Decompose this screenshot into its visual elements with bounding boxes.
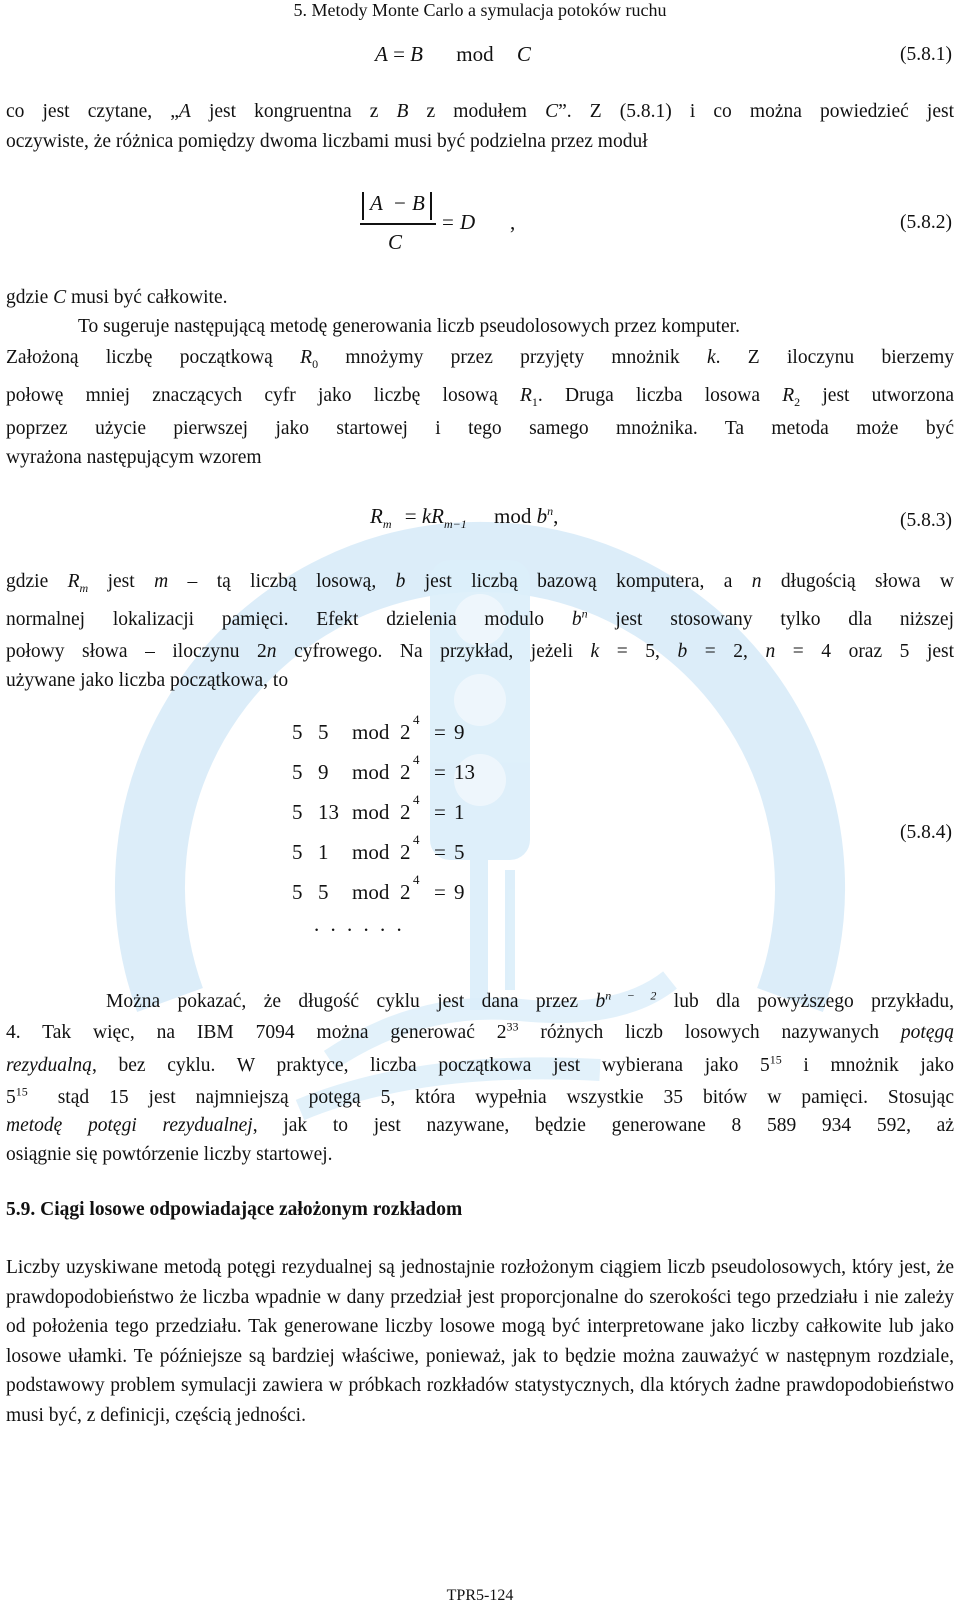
equation-number-5-8-4: (5.8.4) <box>900 822 952 843</box>
eq4-mod: mod <box>352 720 390 744</box>
eq4-base: 2 <box>400 880 411 904</box>
eq2-numerator: A − B <box>360 190 436 220</box>
eq4-base: 2 <box>400 720 411 744</box>
running-title: 5. Metody Monte Carlo a symulacja potoków ruchu <box>293 0 667 20</box>
eq4-res: 13 <box>454 760 475 784</box>
para2-line6: wyrażona następującym wzorem <box>6 447 262 468</box>
eq4-eq: = <box>434 840 446 864</box>
eq1-mod: mod <box>456 42 494 66</box>
eq4-b: 1 <box>318 840 329 864</box>
para3-line2: normalnej lokalizacji pamięci. Efekt dzielenia modulo $b^n$ jest stosowany tylko dla niższej <box>6 606 954 630</box>
eq4-res: 1 <box>454 800 465 824</box>
para3-line3: połowy słowa – iloczynu 2n cyfrowego. Na przykład, jeżeli k = 5, b = 2, n = 4 oraz 5 jest <box>6 641 955 662</box>
eq4-mod: mod <box>352 880 390 904</box>
para2-line4: połowę mniej znaczących cyfr jako liczbę losową $R_1$. Druga liczba losowa $R_2$ jest utworzona <box>6 385 954 409</box>
eq2-fraction-bar <box>360 223 436 225</box>
eq4-exponent: 4 <box>413 872 420 887</box>
eq4-mod: mod <box>352 840 390 864</box>
eq4-b: 5 <box>318 880 329 904</box>
eq1-right: B <box>410 42 423 66</box>
eq4-a: 5 <box>292 880 303 904</box>
eq1-left: A <box>375 42 388 66</box>
eq4-mod: mod <box>352 760 390 784</box>
eq4-a: 5 <box>292 760 303 784</box>
eq4-eq: = <box>434 760 446 784</box>
section-heading: 5.9. Ciągi losowe odpowiadające założonym rozkładom <box>6 1199 463 1220</box>
eq4-b: 9 <box>318 760 329 784</box>
eq4-exponent: 4 <box>413 712 420 727</box>
eq4-b: 13 <box>318 800 339 824</box>
para2-line2: To sugeruje następującą metodę generowania liczb pseudolosowych przez komputer. <box>78 316 740 337</box>
equation-5-8-3: $R_m = kR_{m-1}$ mod $b^n$, <box>370 504 559 532</box>
eq1-modulus: C <box>516 42 531 66</box>
para4-line6: osiągnie się powtórzenie liczby startowej. <box>6 1144 333 1165</box>
para2-line5: poprzez użycie pierwszej jako startowej i tego samego mnożnika. Ta metoda może być <box>6 418 954 439</box>
eq4-res: 9 <box>454 720 465 744</box>
eq4-a: 5 <box>292 800 303 824</box>
eq4-eq: = <box>434 880 446 904</box>
eq4-exponent: 4 <box>413 832 420 847</box>
eq4-res: 9 <box>454 880 465 904</box>
eq4-exponent: 4 <box>413 792 420 807</box>
equation-5-8-1 <box>375 42 531 67</box>
para4-line1: Można pokazać, że długość cyklu jest dana przez $b^{n - 2}$ lub dla powyższego przykładu, <box>106 988 954 1012</box>
para2-line1: gdzie C musi być całkowite. <box>6 287 228 308</box>
para3-line1: gdzie $R_m$ jest m – tą liczbą losową, b jest liczbą bazową komputera, a n długością słowa w <box>6 571 954 595</box>
equation-number-5-8-1: (5.8.1) <box>900 44 952 65</box>
equation-number-5-8-3: (5.8.3) <box>900 510 952 531</box>
para4-line4: $5^{15}$ stąd 15 jest najmniejszą potęgą 5, która wypełnia wszystkie 35 bitów w pamięci. Stosując <box>6 1084 954 1108</box>
eq4-base: 2 <box>400 800 411 824</box>
para3-line4: używane jako liczba początkowa, to <box>6 670 289 691</box>
eq4-eq: = <box>434 720 446 744</box>
eq4-base: 2 <box>400 760 411 784</box>
eq4-continuation-dots: . . . . . . <box>314 912 405 936</box>
eq4-b: 5 <box>318 720 329 744</box>
equation-number-5-8-2: (5.8.2) <box>900 212 952 233</box>
para1-line1: co jest czytane, „A jest kongruentna z B z modułem C”. Z (5.8.1) i co można powiedzieć jest <box>6 101 954 122</box>
para4-line3: rezydualną, bez cyklu. W praktyce, liczba początkowa jest wybierana jako $5^{15}$ i mnożnik jako <box>6 1052 954 1076</box>
para4-line2: 4. Tak więc, na IBM 7094 można generować $2^{33}$ różnych liczb losowych nazywanych potęgą <box>6 1019 954 1043</box>
eq2-denominator: C <box>388 230 403 254</box>
eq4-exponent: 4 <box>413 752 420 767</box>
para4-line5: metodę potęgi rezydualnej, jak to jest nazywane, będzie generowane 8 589 934 592, aż <box>6 1115 954 1136</box>
para1-line2: oczywiste, że różnica pomiędzy dwoma liczbami musi być podzielna przez moduł <box>6 131 648 152</box>
page-footer: TPR5-124 <box>446 1587 514 1604</box>
eq4-a: 5 <box>292 720 303 744</box>
eq4-a: 5 <box>292 840 303 864</box>
eq1-equals: = <box>393 42 405 66</box>
para2-line3: Założoną liczbę początkową $R_0$ mnożymy przez przyjęty mnożnik k. Z iloczynu bierzemy <box>6 347 954 371</box>
eq2-rhs: D <box>460 210 476 234</box>
eq4-mod: mod <box>352 800 390 824</box>
eq4-res: 5 <box>454 840 465 864</box>
eq4-eq: = <box>434 800 446 824</box>
para5-body: Liczby uzyskiwane metodą potęgi rezydualnej są jednostajnie rozłożonym ciągiem liczb pseudolosowych, który jest, że prawdopodobieństwo że liczba wpadnie w dany przedział jest proporcjonalne do szerokości tego przedziału i nie zależy od położenia tego przedziału. Tak generowane liczby losowe mogą być interpretowane jako liczby całkowite lub jako losowe ułamki. Te późniejsze są bardziej właściwe, ponieważ, jak to będzie można zauważyć w następnym rozdziale, podstawowy problem symulacji zawiera w próbkach rozkładów statystycznych, dla których żadne prawdopodobieństwo musi być, z definicji, częścią jedności. <box>6 1257 954 1426</box>
eq4-base: 2 <box>400 840 411 864</box>
